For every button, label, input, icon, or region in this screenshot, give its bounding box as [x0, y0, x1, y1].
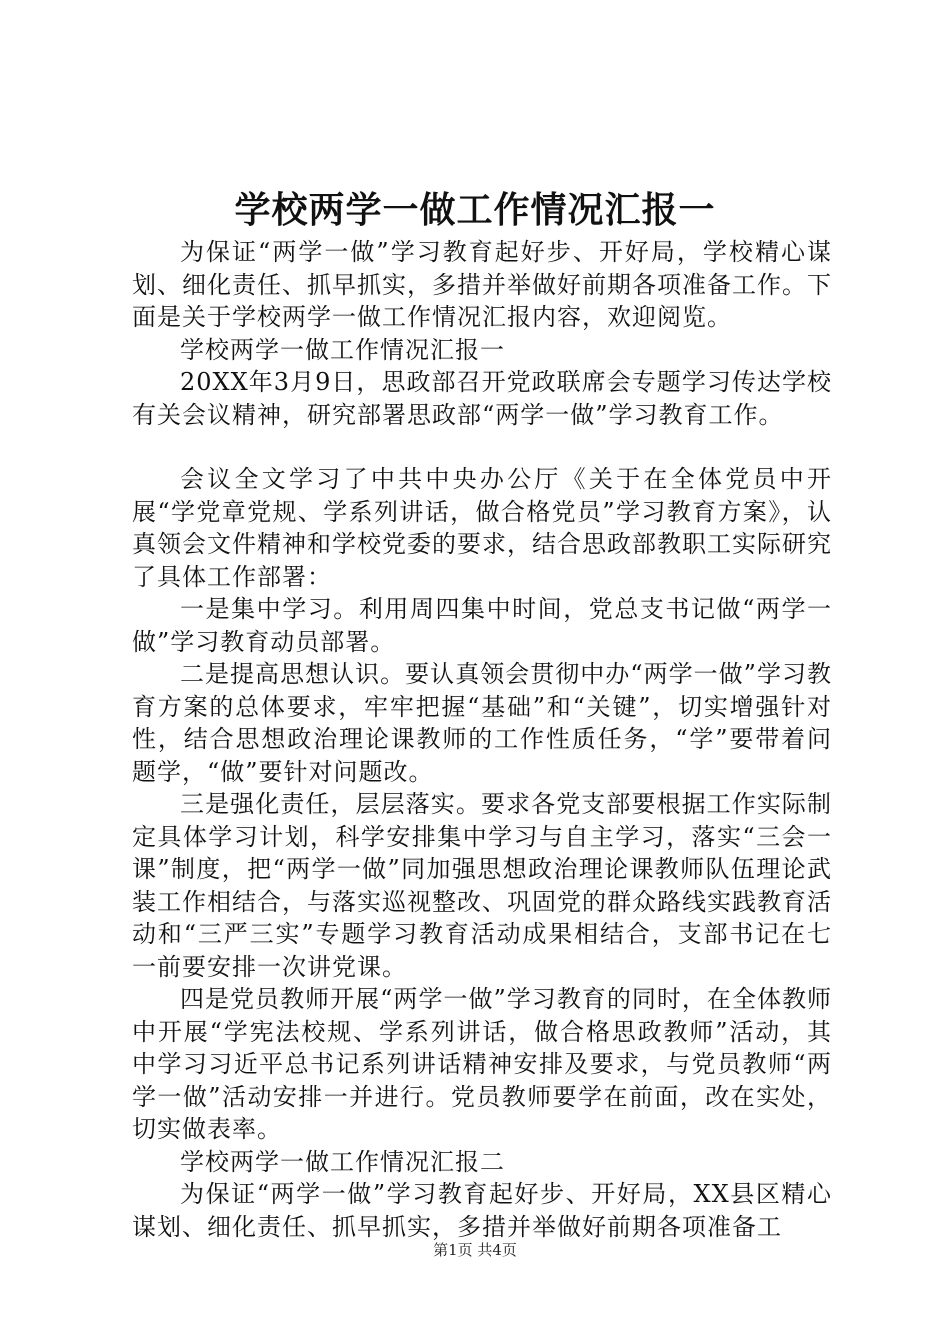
document-body	[132, 236, 832, 1243]
section-heading-report-two: 学校两学一做工作情况汇报二	[180, 1147, 505, 1176]
paragraph-point-one: 一是集中学习。利用周四集中时间，党总支书记做“两学一做”学习教育动员部署。	[132, 595, 832, 656]
paragraph-intro: 为保证“两学一做”学习教育起好步、开好局，学校精心谋划、细化责任、抓早抓实，多措并举做好前期各项准备工作。下面是关于学校两学一做工作情况汇报内容，欢迎阅览。	[132, 238, 832, 331]
section-heading-report-one: 学校两学一做工作情况汇报一	[180, 335, 505, 364]
document-title: 学校两学一做工作情况汇报一	[234, 189, 716, 231]
paragraph-meeting-date: 20XX年3月9日，思政部召开党政联席会专题学习传达学校有关会议精神，研究部署思政部“两学一做”学习教育工作。	[132, 368, 832, 429]
paragraph-point-three: 三是强化责任，层层落实。要求各党支部要根据工作实际制定具体学习计划，科学安排集中学习与自主学习，落实“三会一课”制度，把“两学一做”同加强思想政治理论课教师队伍理论武装工作相结合，与落实巡视整改、巩固党的群众路线实践教育活动和“三严三实”专题学习教育活动成果相结合，支部书记在七一前要安排一次讲党课。	[132, 790, 832, 981]
paragraph-report-two-intro: 为保证“两学一做”学习教育起好步、开好局，XX县区精心谋划、细化责任、抓早抓实，多措并举做好前期各项准备工	[132, 1180, 832, 1241]
page-number-footer: 第1页 共4页	[433, 1241, 517, 1259]
paragraph-point-two: 二是提高思想认识。要认真领会贯彻中办“两学一做”学习教育方案的总体要求，牢牢把握“基础”和“关键”，切实增强针对性，结合思想政治理论课教师的工作性质任务，“学”要带着问题学，“做”要针对问题改。	[132, 660, 832, 786]
paragraph-meeting-study: 会议全文学习了中共中央办公厅《关于在全体党员中开展“学党章党规、学系列讲话，做合格党员”学习教育方案》，认真领会文件精神和学校党委的要求，结合思政部教职工实际研究了具体工作部署：	[132, 465, 832, 591]
paragraph-point-four: 四是党员教师开展“两学一做”学习教育的同时，在全体教师中开展“学宪法校规、学系列讲话，做合格思政教师”活动，其中学习习近平总书记系列讲话精神安排及要求，与党员教师“两学一做”活动安排一并进行。党员教师要学在前面，改在实处，切实做表率。	[132, 985, 832, 1143]
